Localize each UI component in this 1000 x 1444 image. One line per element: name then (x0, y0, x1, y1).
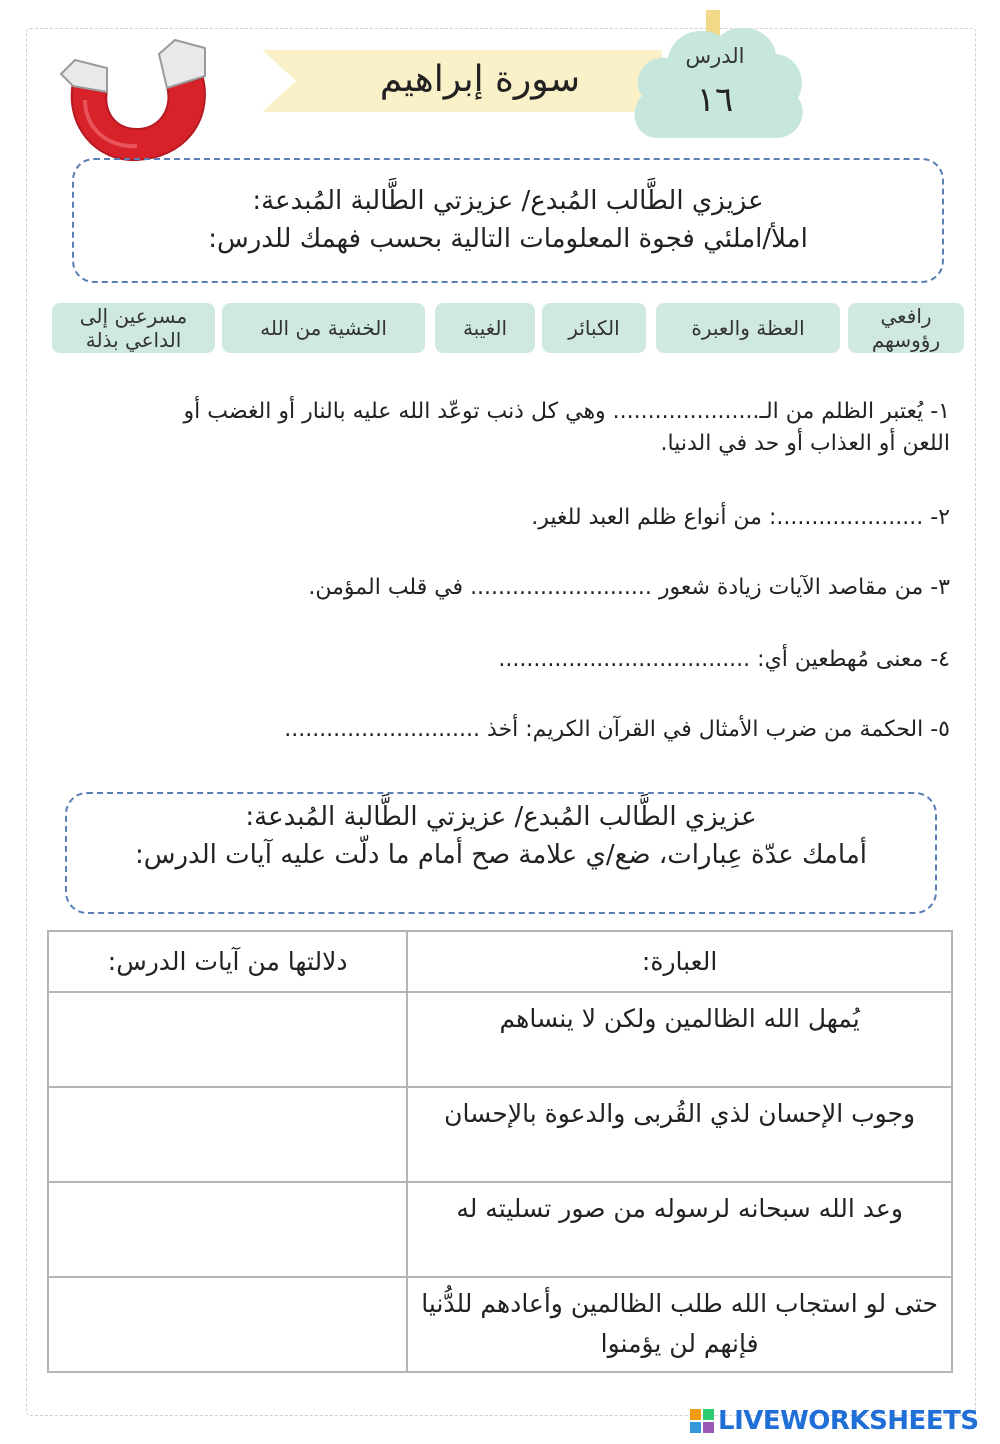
liveworksheets-logo-text: LIVEWORKSHEETS (718, 1406, 979, 1436)
word-bank-chip[interactable]: مسرعين إلى الداعي بذلة (52, 303, 215, 353)
question-1: ١- يُعتبر الظلم من الـ..................... وهي كل ذنب توعّد الله عليه بالنار أو الغضب أو اللعن أو العذاب أو حد في الدنيا. (183, 399, 950, 456)
word-bank-chip[interactable]: رافعي رؤوسهم (848, 303, 964, 353)
question-2: ٢- .....................: من أنواع ظلم العبد للغير. (531, 505, 950, 530)
header-evidence: دلالتها من آيات الدرس: (48, 931, 407, 992)
answer-cell[interactable] (48, 992, 407, 1087)
phrase-cell: يُمهل الله الظالمين ولكن لا ينساهم (407, 992, 952, 1087)
question-4: ٤- معنى مُهطعين أي: .................................... (498, 647, 950, 672)
instruction-2-greeting: عزيزي الطَّالب المُبدع/ عزيزتي الطَّالبة المُبدعة: (245, 802, 757, 832)
table-row (48, 1277, 952, 1372)
question-3: ٣- من مقاصد الآيات زيادة شعور .......................... في قلب المؤمن. (308, 575, 950, 600)
question-5: ٥- الحكمة من ضرب الأمثال في القرآن الكريم: أخذ ............................ (284, 717, 950, 742)
answer-cell[interactable] (48, 1087, 407, 1182)
lesson-label: الدرس (685, 44, 745, 68)
word-bank-chip[interactable]: الغيبة (435, 303, 535, 353)
lesson-number: ١٦ (696, 80, 734, 120)
word-bank-chip[interactable]: الخشية من الله (222, 303, 425, 353)
phrase-cell: حتى لو استجاب الله طلب الظالمين وأعادهم للدُّنيا فإنهم لن يؤمنوا (407, 1277, 952, 1372)
lesson-cloud (628, 10, 808, 145)
answer-cell[interactable] (48, 1182, 407, 1277)
table-header-row (48, 931, 952, 992)
instruction-1-greeting: عزيزي الطَّالب المُبدع/ عزيزتي الطَّالبة المُبدعة: (252, 186, 764, 216)
table-row (48, 992, 952, 1087)
instruction-box-2 (65, 792, 937, 914)
header-phrase: العبارة: (407, 931, 952, 992)
table-row (48, 1087, 952, 1182)
liveworksheets-logo-icon (690, 1409, 714, 1433)
phrase-cell: وعد الله سبحانه لرسوله من صور تسليته له (407, 1182, 952, 1277)
instruction-box-1 (72, 158, 944, 283)
word-bank-chip[interactable]: العظة والعبرة (656, 303, 840, 353)
liveworksheets-logo[interactable] (690, 1404, 990, 1438)
table-row (48, 1182, 952, 1277)
statements-table (47, 930, 953, 1373)
word-bank-chip[interactable]: الكبائر (542, 303, 646, 353)
instruction-1-task: املأ/املئي فجوة المعلومات التالية بحسب فهمك للدرس: (208, 224, 808, 254)
phrase-cell: وجوب الإحسان لذي القُربى والدعوة بالإحسان (407, 1087, 952, 1182)
page-title: سورة إبراهيم (379, 59, 581, 100)
magnet-icon (55, 30, 215, 170)
answer-cell[interactable] (48, 1277, 407, 1372)
instruction-2-task: أمامك عدّة عِبارات، ضع/ي علامة صح أمام ما دلّت عليه آيات الدرس: (135, 840, 867, 870)
